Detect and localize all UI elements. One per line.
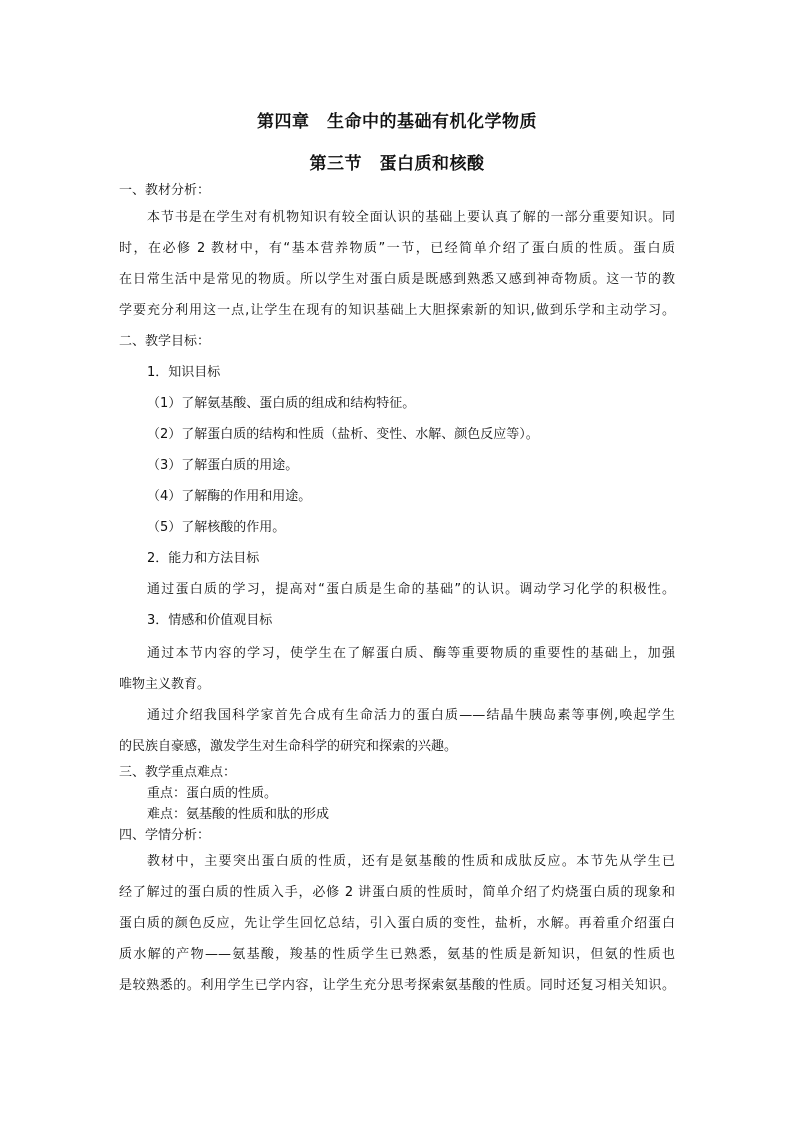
chapter-title: 第四章 生命中的基础有机化学物质 bbox=[257, 112, 537, 132]
paragraph-line: 质水解的产物——氨基酸，羧基的性质学生已熟悉，氨基的性质是新知识，但氨的性质也 bbox=[119, 947, 675, 962]
section-heading-textbook-analysis: 一、教材分析： bbox=[119, 183, 211, 198]
list-item: （3）了解蛋白质的用途。 bbox=[147, 458, 299, 473]
section-heading-key-points: 三、教学重点难点： bbox=[119, 765, 237, 780]
subheading-emotion-goals: 3．情感和价值观目标 bbox=[147, 613, 273, 628]
section-title: 第三节 蛋白质和核酸 bbox=[309, 154, 485, 174]
key-point: 重点：蛋白质的性质。 bbox=[147, 786, 278, 801]
paragraph-line: 通过介绍我国科学家首先合成有生命活力的蛋白质——结晶牛胰岛素等事例,唤起学生 bbox=[147, 708, 675, 723]
paragraph-line: 的民族自豪感，激发学生对生命科学的研究和探索的兴趣。 bbox=[119, 739, 458, 754]
list-item: （1）了解氨基酸、蛋白质的组成和结构特征。 bbox=[147, 396, 416, 411]
subheading-knowledge-goals: 1．知识目标 bbox=[147, 365, 221, 380]
paragraph-line: 是较熟悉的。利用学生已学内容，让学生充分思考探索氨基酸的性质。同时还复习相关知识。 bbox=[119, 978, 675, 993]
list-item: （4）了解酶的作用和用途。 bbox=[147, 489, 312, 504]
paragraph-line: 经了解过的蛋白质的性质入手，必修 2 讲蛋白质的性质时，简单介绍了灼烧蛋白质的现象和 bbox=[119, 885, 675, 900]
difficult-point: 难点：氨基酸的性质和肽的形成 bbox=[147, 807, 330, 822]
section-heading-student-analysis: 四、学情分析： bbox=[119, 828, 211, 843]
paragraph-line: 教材中，主要突出蛋白质的性质，还有是氨基酸的性质和成肽反应。本节先从学生已 bbox=[147, 854, 675, 869]
paragraph-line: 学要充分利用这一点,让学生在现有的知识基础上大胆探索新的知识,做到乐学和主动学习。 bbox=[119, 303, 675, 318]
section-heading-teaching-goals: 二、教学目标： bbox=[119, 334, 211, 349]
paragraph-line: 在日常生活中是常见的物质。所以学生对蛋白质是既感到熟悉又感到神奇物质。这一节的教 bbox=[119, 272, 675, 287]
paragraph-line: 通过本节内容的学习，使学生在了解蛋白质、酶等重要物质的重要性的基础上，加强 bbox=[147, 646, 675, 661]
list-item: （5）了解核酸的作用。 bbox=[147, 520, 286, 535]
paragraph-line: 唯物主义教育。 bbox=[119, 677, 211, 692]
paragraph-line: 通过蛋白质的学习，提高对“蛋白质是生命的基础”的认识。调动学习化学的积极性。 bbox=[147, 582, 675, 597]
subheading-ability-goals: 2．能力和方法目标 bbox=[147, 551, 260, 566]
paragraph-line: 时，在必修 2 教材中，有“基本营养物质”一节，已经简单介绍了蛋白质的性质。蛋白质 bbox=[119, 241, 675, 256]
paragraph-line: 蛋白质的颜色反应，先让学生回忆总结，引入蛋白质的变性，盐析，水解。再着重介绍蛋白 bbox=[119, 916, 675, 931]
list-item: （2）了解蛋白质的结构和性质（盐析、变性、水解、颜色反应等）。 bbox=[147, 427, 539, 442]
paragraph-line: 本节书是在学生对有机物知识有较全面认识的基础上要认真了解的一部分重要知识。同 bbox=[147, 210, 675, 225]
